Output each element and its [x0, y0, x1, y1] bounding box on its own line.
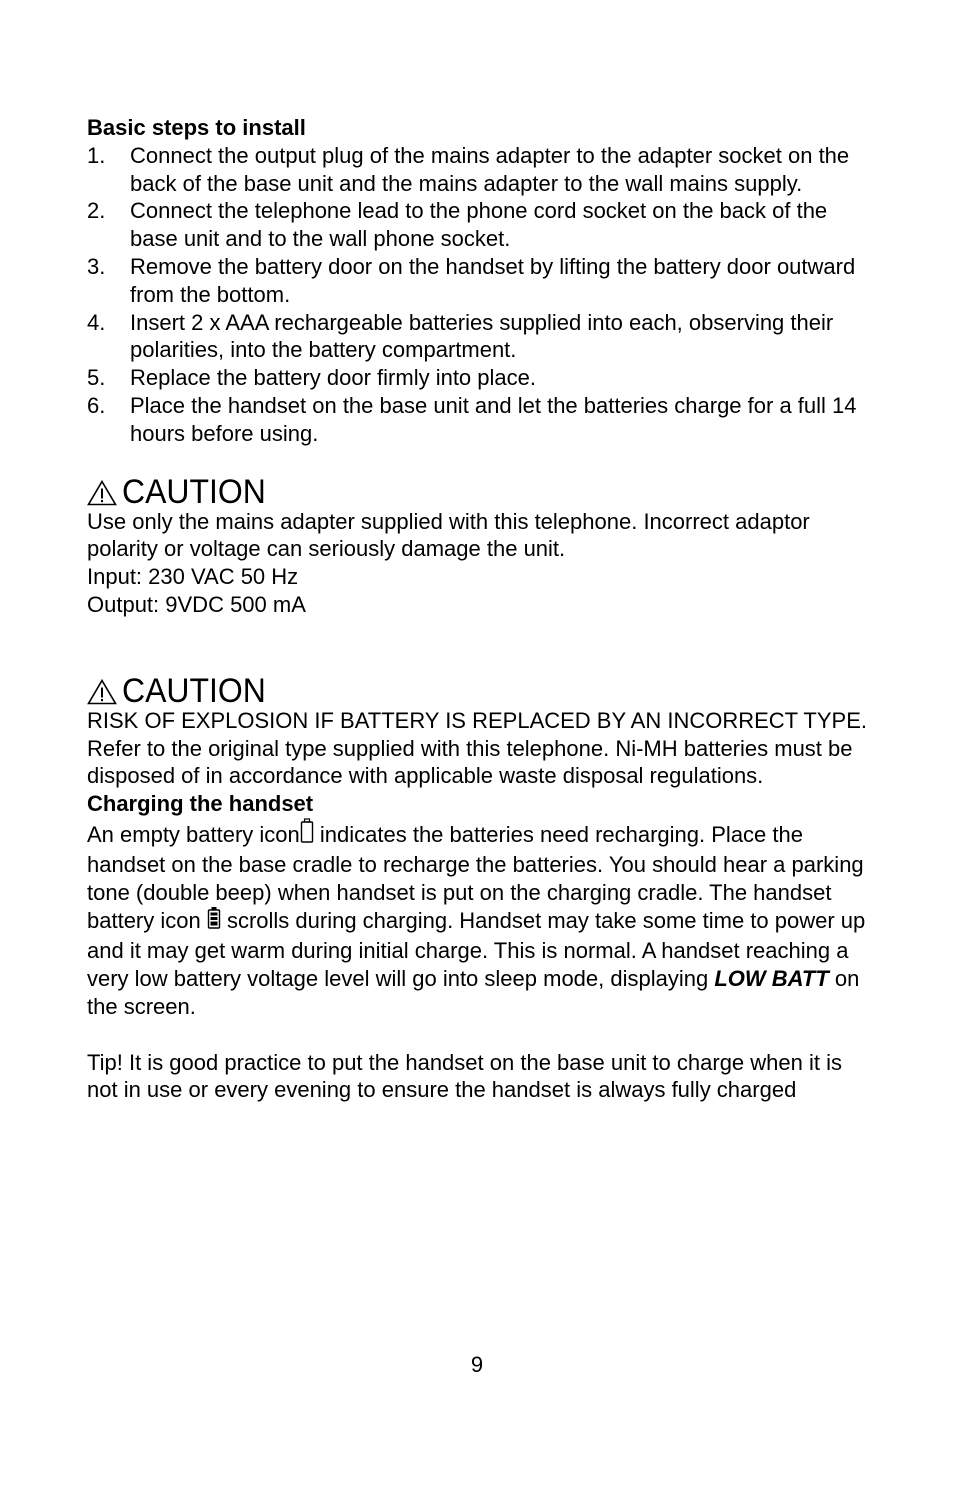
caution-title: CAUTION	[122, 671, 266, 710]
step-text: Insert 2 x AAA rechargeable batteries supplied into each, observing their polarities, into the battery compartment.	[130, 309, 834, 363]
charging-text: An empty battery icon indicates the batteries need recharging. Place the handset on the base cradle to recharge the batteries. You should hear a parking tone (double beep) when handset is put on the charging cradle. The handset battery icon scrolls during charging. Handset may take some time to power up and it may get warm during initial charge. This is normal. A handset reaching a very low battery voltage level will go into sleep mode, displaying LOW BATT on the screen.	[87, 818, 877, 1021]
caution-heading	[87, 472, 877, 511]
list-item	[87, 364, 877, 392]
tip-text: Tip! It is good practice to put the handset on the base unit to charge when it is not in use or every evening to ensure the handset is always fully charged	[87, 1049, 842, 1103]
step-number: 6.	[87, 392, 106, 418]
warning-triangle-icon	[87, 679, 117, 705]
step-number: 2.	[87, 198, 106, 224]
empty-battery-icon	[300, 818, 314, 851]
caution-text: Use only the mains adapter supplied with this telephone. Incorrect adaptor polarity or voltage can seriously damage the unit.	[87, 508, 810, 562]
install-steps-list	[87, 142, 877, 448]
step-number: 4.	[87, 309, 106, 335]
list-item	[87, 309, 877, 365]
list-item	[87, 142, 877, 198]
caution-heading	[87, 671, 877, 710]
manual-page	[87, 114, 877, 1104]
output-spec: Output: 9VDC 500 mA	[87, 591, 306, 617]
step-text: Replace the battery door firmly into place.	[130, 365, 536, 391]
page-number: 9	[470, 1352, 484, 1377]
step-number: 1.	[87, 142, 106, 168]
charging-battery-icon	[207, 906, 221, 937]
caution-battery	[87, 671, 877, 790]
step-text: Connect the telephone lead to the phone cord socket on the back of the base unit and to the wall phone socket.	[130, 198, 828, 252]
step-number: 3.	[87, 253, 106, 279]
list-item	[87, 197, 877, 253]
low-batt-label: LOW BATT	[714, 965, 829, 991]
install-heading: Basic steps to install	[87, 115, 306, 140]
step-text: Connect the output plug of the mains adapter to the adapter socket on the back of the base unit and the mains adapter to the wall mains supply.	[130, 142, 850, 196]
caution-adapter	[87, 472, 877, 619]
charging-heading: Charging the handset	[87, 791, 314, 817]
caution-title: CAUTION	[122, 472, 266, 511]
step-text: Place the handset on the base unit and let the batteries charge for a full 14 hours before using.	[130, 392, 857, 446]
caution-text: RISK OF EXPLOSION IF BATTERY IS REPLACED BY AN INCORRECT TYPE. Refer to the original type supplied with this telephone. Ni-MH batteries must be disposed of in accordance with applicable waste disposal regulations.	[87, 707, 867, 789]
step-text: Remove the battery door on the handset by lifting the battery door outward from the bottom.	[130, 253, 856, 307]
step-number: 5.	[87, 365, 106, 391]
list-item	[87, 392, 877, 448]
warning-triangle-icon	[87, 480, 117, 506]
list-item	[87, 253, 877, 309]
input-spec: Input: 230 VAC 50 Hz	[87, 564, 299, 590]
